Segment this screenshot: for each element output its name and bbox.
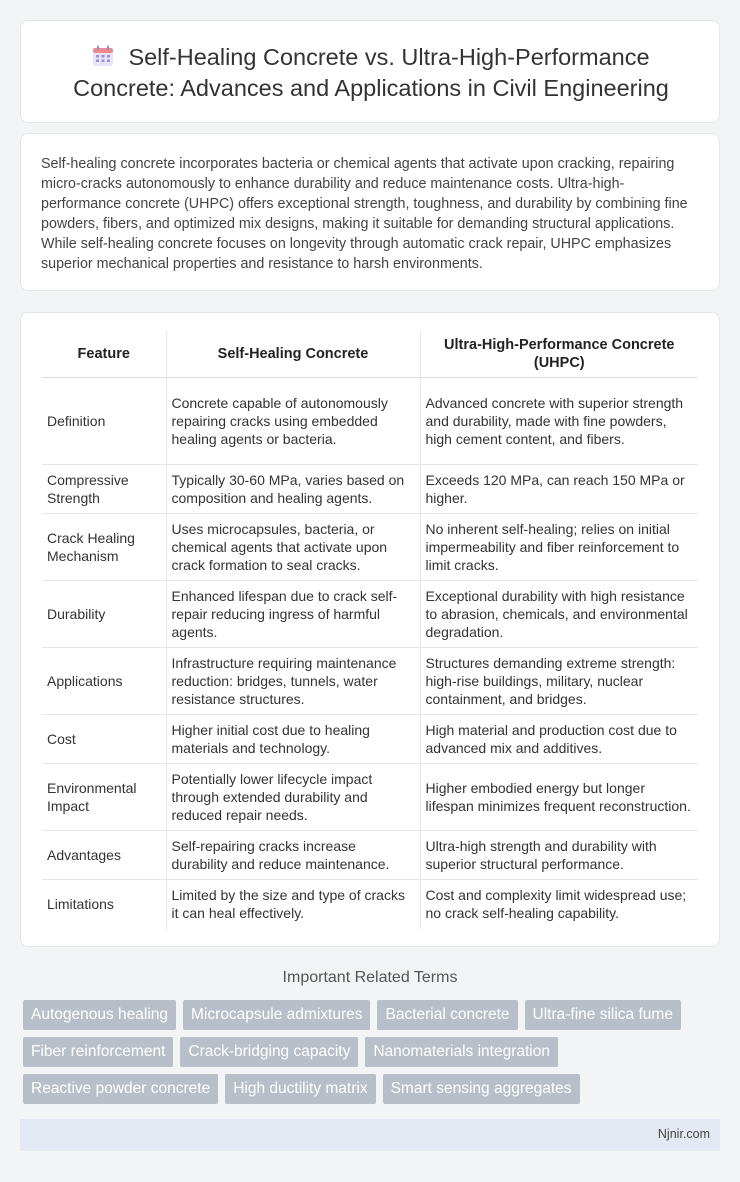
intro-paragraph: Self-healing concrete incorporates bacteria or chemical agents that activate upon cracking, repairing micro-cracks autonomously to enhance durability and reduce maintenance costs. Ultra-high-performance concrete (UHPC) offers exceptional strength, toughness, and durability by combining fine powders, fibers, and optimized mix designs, making it suitable for demanding structural applications. While self-healing concrete focuses on longevity through automatic crack repair, UHPC emphasizes superior mechanical properties and resistance to harsh environments. <box>41 156 688 272</box>
feature-cell: Environmental Impact <box>42 764 166 831</box>
feature-cell: Durability <box>42 581 166 648</box>
self-healing-cell: Infrastructure requiring maintenance reduction: bridges, tunnels, water resistance structures. <box>166 648 420 715</box>
self-healing-cell: Concrete capable of autonomously repairing cracks using embedded healing agents or bacteria. <box>166 378 420 465</box>
header-feature: Feature <box>42 331 166 378</box>
intro-card <box>20 133 720 291</box>
related-term-tag[interactable]: Bacterial concrete <box>377 1000 517 1030</box>
related-term-tag[interactable]: Crack-bridging capacity <box>180 1037 358 1067</box>
related-term-tag[interactable]: Ultra-fine silica fume <box>525 1000 681 1030</box>
related-term-tag[interactable]: Nanomaterials integration <box>365 1037 558 1067</box>
feature-cell: Definition <box>42 378 166 465</box>
feature-cell: Advantages <box>42 831 166 880</box>
self-healing-cell: Higher initial cost due to healing materials and technology. <box>166 715 420 764</box>
header-self-healing: Self-Healing Concrete <box>166 331 420 378</box>
table-row <box>42 514 698 581</box>
self-healing-cell: Typically 30-60 MPa, varies based on composition and healing agents. <box>166 465 420 514</box>
feature-cell: Cost <box>42 715 166 764</box>
header-card <box>20 20 720 123</box>
table-row <box>42 715 698 764</box>
feature-cell: Applications <box>42 648 166 715</box>
footer <box>20 1119 720 1151</box>
comparison-table <box>42 331 698 929</box>
uhpc-cell: Cost and complexity limit widespread use; no crack self-healing capability. <box>420 880 698 929</box>
self-healing-cell: Uses microcapsules, bacteria, or chemical agents that activate upon crack formation to seal cracks. <box>166 514 420 581</box>
related-term-tag[interactable]: High ductility matrix <box>225 1074 375 1104</box>
uhpc-cell: Advanced concrete with superior strength and durability, made with fine powders, high cement content, and fibers. <box>420 378 698 465</box>
self-healing-cell: Potentially lower lifecycle impact through extended durability and reduced repair needs. <box>166 764 420 831</box>
feature-cell: Crack Healing Mechanism <box>42 514 166 581</box>
uhpc-cell: No inherent self-healing; relies on initial impermeability and fiber reinforcement to limit cracks. <box>420 514 698 581</box>
table-row <box>42 648 698 715</box>
table-row <box>42 764 698 831</box>
footer-site-link[interactable]: Njnir.com <box>657 1127 710 1141</box>
table-header-row <box>42 331 698 378</box>
uhpc-cell: Structures demanding extreme strength: high-rise buildings, military, nuclear containment, and bridges. <box>420 648 698 715</box>
comparison-table-card <box>20 312 720 947</box>
related-terms-title: Important Related Terms <box>282 969 458 986</box>
page-title <box>41 43 701 103</box>
uhpc-cell: Higher embodied energy but longer lifespan minimizes frequent reconstruction. <box>420 764 698 831</box>
self-healing-cell: Self-repairing cracks increase durability and reduce maintenance. <box>166 831 420 880</box>
related-term-tag[interactable]: Reactive powder concrete <box>23 1074 218 1104</box>
page-title-text: Self-Healing Concrete vs. Ultra-High-Performance Concrete: Advances and Applications in Civil Engineering <box>73 44 669 101</box>
related-term-tag[interactable]: Microcapsule admixtures <box>183 1000 370 1030</box>
uhpc-cell: Exceeds 120 MPa, can reach 150 MPa or higher. <box>420 465 698 514</box>
feature-cell: Limitations <box>47 896 114 913</box>
uhpc-cell: Exceptional durability with high resistance to abrasion, chemicals, and environmental degradation. <box>420 581 698 648</box>
related-terms-list <box>23 1000 713 1104</box>
table-row <box>42 831 698 880</box>
feature-cell: Compressive Strength <box>42 465 166 514</box>
header-uhpc: Ultra-High-Performance Concrete (UHPC) <box>420 331 698 378</box>
table-row <box>42 581 698 648</box>
self-healing-cell: Limited by the size and type of cracks it can heal effectively. <box>166 880 420 929</box>
calendar-icon <box>92 45 114 74</box>
table-row <box>42 465 698 514</box>
related-term-tag[interactable]: Autogenous healing <box>23 1000 176 1030</box>
related-term-tag[interactable]: Fiber reinforcement <box>23 1037 173 1067</box>
uhpc-cell: Ultra-high strength and durability with superior structural performance. <box>420 831 698 880</box>
table-row <box>42 880 698 929</box>
table-row <box>42 378 698 465</box>
self-healing-cell: Enhanced lifespan due to crack self-repair reducing ingress of harmful agents. <box>166 581 420 648</box>
related-term-tag[interactable]: Smart sensing aggregates <box>383 1074 580 1104</box>
uhpc-cell: High material and production cost due to advanced mix and additives. <box>420 715 698 764</box>
